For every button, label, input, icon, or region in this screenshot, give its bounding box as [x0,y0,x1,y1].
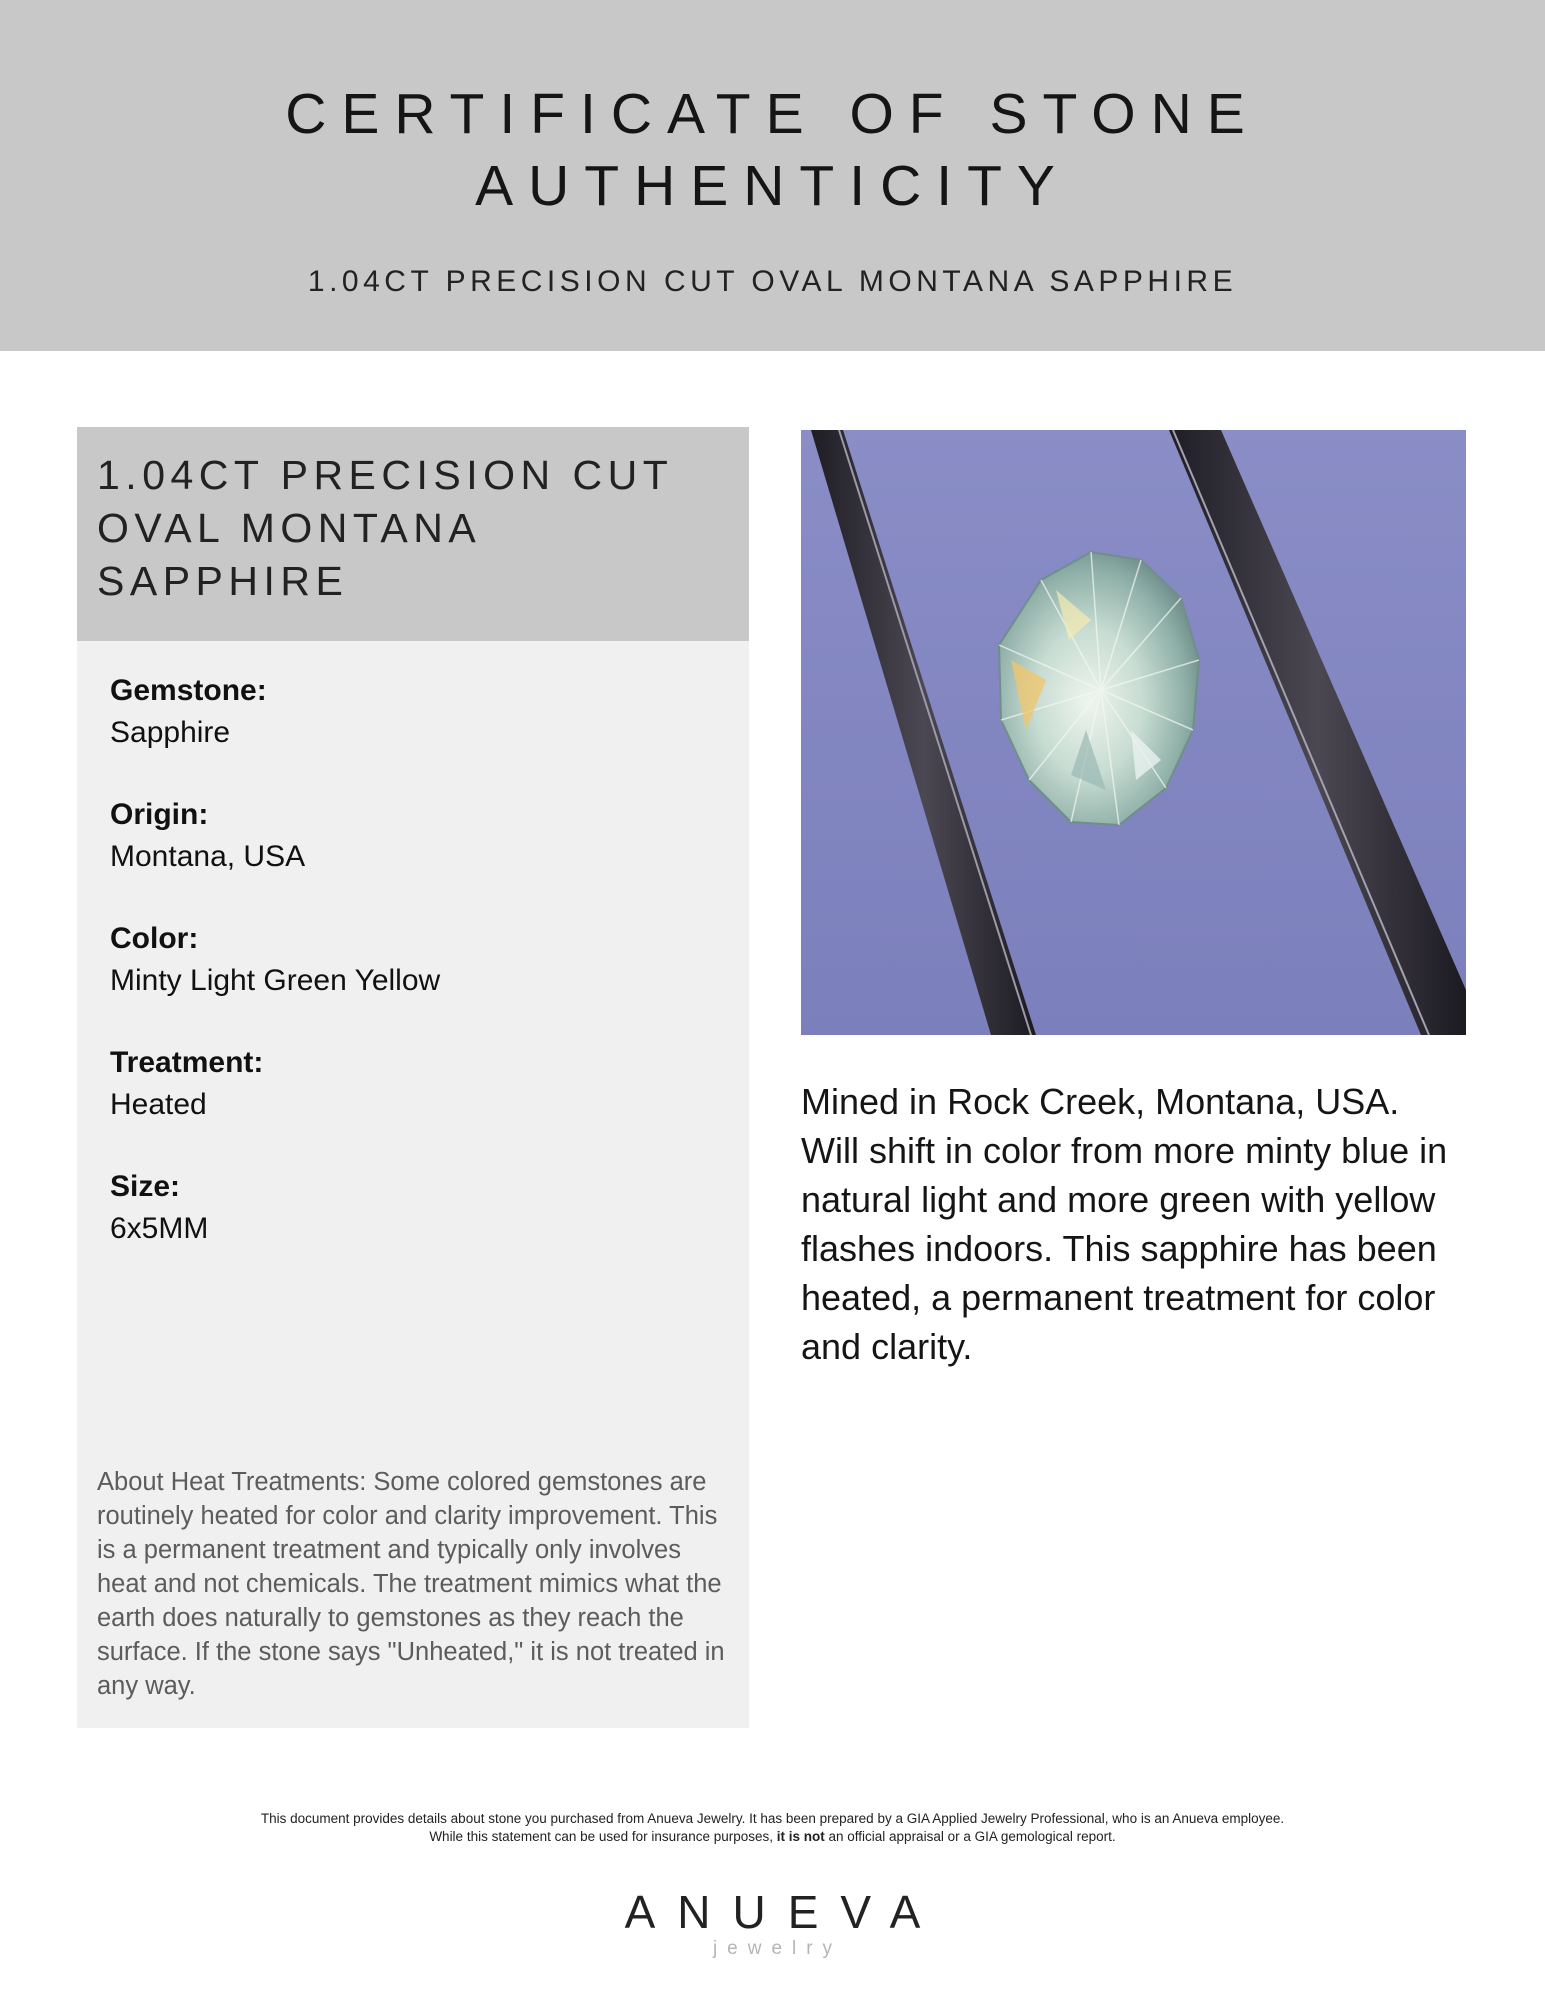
spec-label: Gemstone: [110,674,267,707]
panel-title-line-2: OVAL MONTANA [97,505,482,551]
spec-value: Heated [110,1088,207,1121]
spec-label: Color: [110,922,199,955]
disclaimer-line-2-start: While this statement can be used for insurance purposes, [429,1829,777,1844]
spec-treatment [110,1042,720,1126]
sapphire-in-tweezers-image [801,430,1466,1035]
logo-wordmark: ANUEVA [624,1886,943,1938]
stone-description: Mined in Rock Creek, Montana, USA. Will shift in color from more minty blue in natural light and more green with yellow flashes indoors. This sapphire has been heated, a permanent treatment for color and clarity. [801,1081,1448,1367]
spec-label: Origin: [110,798,209,831]
logo-tagline: jewelry [712,1938,843,1959]
certificate-subtitle: 1.04CT PRECISION CUT OVAL MONTANA SAPPHIRE [307,265,1238,298]
spec-value: Sapphire [110,716,231,749]
certificate-title-line-1: CERTIFICATE OF STONE [285,82,1260,146]
certificate-title-line-2: AUTHENTICITY [475,154,1070,218]
spec-color [110,918,720,1002]
disclaimer-line-1: This document provides details about stone you purchased from Anueva Jewelry. It has been prepared by a GIA Applied Jewelry Professional, who is an Anueva employee. [260,1811,1285,1826]
panel-title-box [77,427,749,641]
panel-title-line-3: SAPPHIRE [97,558,349,604]
panel-title-line-1: 1.04CT PRECISION CUT [97,452,674,498]
heat-treatment-note: About Heat Treatments: Some colored gemstones are routinely heated for color and clarity improvement. This is a permanent treatment and typically only involves heat and not chemicals. The treatment mimics what the earth does naturally to gemstones as they reach the surface. If the stone says "Unheated," it is not treated in any way. [97,1468,725,1700]
spec-size [110,1166,720,1250]
certificate-title [0,78,1545,222]
spec-gemstone [110,670,720,754]
disclaimer-line-2-end: an official appraisal or a GIA gemological report. [824,1829,1116,1844]
disclaimer-emphasis: it is not [776,1829,825,1844]
spec-label: Treatment: [110,1046,264,1079]
sapphire-photo [801,430,1466,1035]
spec-label: Size: [110,1170,181,1203]
disclaimer-line-2 [0,1828,1545,1846]
spec-list [110,670,720,1290]
spec-value: Montana, USA [110,840,306,873]
spec-value: 6x5MM [110,1212,209,1245]
spec-value: Minty Light Green Yellow [110,964,441,997]
anueva-logo [0,1885,1545,1959]
disclaimer [0,1810,1545,1846]
stone-details-panel [77,427,749,1728]
header-band [0,0,1545,351]
panel-title [97,449,717,608]
spec-origin [110,794,720,878]
